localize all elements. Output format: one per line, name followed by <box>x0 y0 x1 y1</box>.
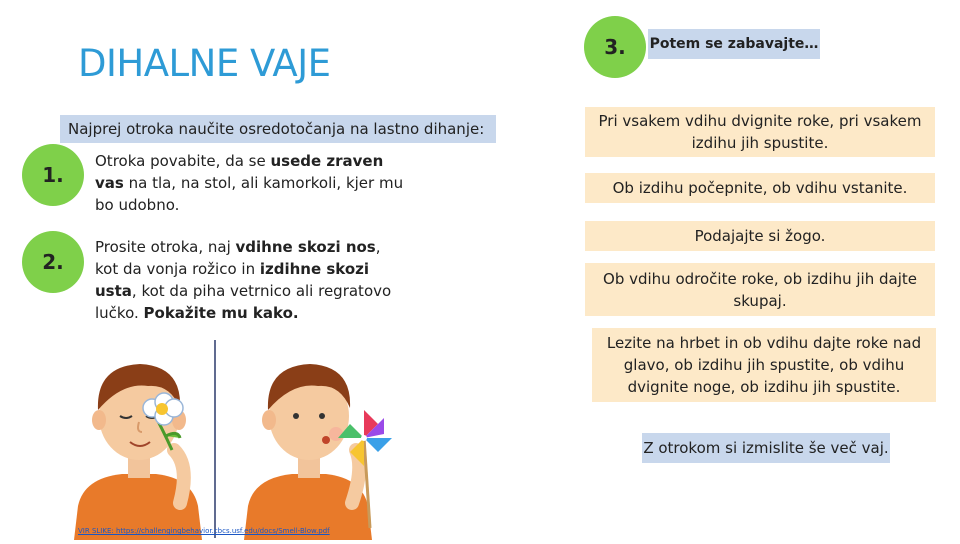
intro-text: Najprej otroka naučite osredotočanja na lastno dihanje: <box>60 115 496 143</box>
step-2-text-bold: vdihne skozi nos <box>235 238 376 256</box>
boy-blowing-pinwheel <box>244 364 392 540</box>
activity-box: Podajajte si žogo. <box>585 221 935 251</box>
activity-box: Ob vdihu odročite roke, ob izdihu jih dajte skupaj. <box>585 263 935 316</box>
step-1-text-part: Otroka povabite, da se <box>95 152 271 170</box>
activity-box: Pri vsakem vdihu dvignite roke, pri vsakem izdihu jih spustite. <box>585 107 935 157</box>
step-1-badge: 1. <box>22 144 84 206</box>
step-2-text-part: , kot da vonja rožico in <box>95 238 381 278</box>
step-2-text-part: Prosite otroka, naj <box>95 238 236 256</box>
step-2-text <box>95 236 405 324</box>
step-2-badge: 2. <box>22 231 84 293</box>
activity-box: Ob izdihu počepnite, ob vdihu vstanite. <box>585 173 935 203</box>
breathing-illustration-drawing <box>52 338 396 540</box>
step-2-text-bold: izdihne skozi usta <box>95 260 370 300</box>
page-title: DIHALNE VAJE <box>78 42 331 85</box>
step-1-text <box>95 150 405 216</box>
activity-box: Lezite na hrbet in ob vdihu dajte roke nad glavo, ob izdihu jih spustite, ob vdihu dvignite noge, ob izdihu jih spustite. <box>592 328 936 402</box>
step-2-text-part: , kot da piha vetrnico ali regratovo lučko. <box>95 282 392 322</box>
step-2-text-bold: Pokažite mu kako. <box>143 304 299 322</box>
breathing-illustration <box>52 338 396 540</box>
step-3-badge: 3. <box>584 16 646 78</box>
image-source-link[interactable]: VIR SLIKE: https://challengingbehavior.cbcs.usf.edu/docs/Smell-Blow.pdf <box>78 527 330 535</box>
step-3-subtitle: Potem se zabavajte… <box>648 29 820 59</box>
step-1-text-bold: usede zraven vas <box>95 152 384 192</box>
boy-smelling-flower <box>74 364 202 540</box>
closing-text: Z otrokom si izmislite še več vaj. <box>642 433 890 463</box>
step-1-text-part: na tla, na stol, ali kamorkoli, kjer mu bo udobno. <box>95 174 404 214</box>
